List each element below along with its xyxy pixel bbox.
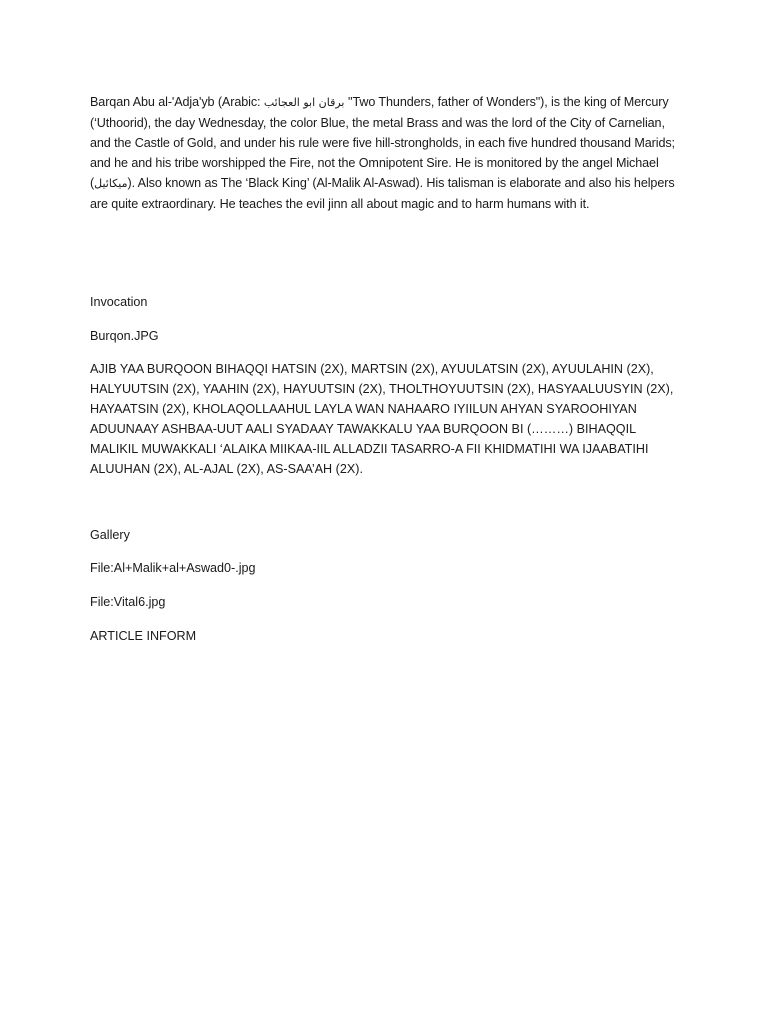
- gallery-file-2: File:Vital6.jpg: [90, 595, 166, 609]
- document-page: [90, 92, 680, 646]
- article-info-heading: ARTICLE INFORM: [90, 629, 197, 643]
- gallery-heading: Gallery: [90, 528, 130, 542]
- invocation-chant: AJIB YAA BURQOON BIHAQQI HATSIN (2X), MARTSIN (2X), AYUULATSIN (2X), AYUULAHIN (2X), HALYUUTSIN (2X), YAAHIN (2X), HAYUUTSIN (2X), THOLTHOYUUTSIN (2X), HASYAALUUSYIN (2X), HAYAATSIN (2X), KHOLAQOLLAAHUL LAYLA WAN NAHAARO IYIILUN AHYAN SYAROOHIYAN ADUUNAAY ASHBAA-UUT AALI SYADAAY TAWAKKALU YAA BURQOON BI (………) BIHAQQIL MALIKIL MUWAKKALI ‘ALAIKA MIIKAA-IIL ALLADZII TASARRO-A FII KHIDMATIHI WA IJAABATIHI ALUUHAN (2X), AL-AJAL (2X), AS-SAA’AH (2X).: [90, 362, 674, 476]
- intro-text-part1: Barqan Abu al-'Adja'yb (Arabic:: [90, 95, 264, 109]
- invocation-heading: Invocation: [90, 295, 148, 309]
- invocation-image-reference: Burqon.JPG: [90, 329, 159, 343]
- intro-paragraph: [90, 92, 680, 214]
- arabic-angel-name: ميكائيل: [94, 177, 128, 190]
- intro-text-part3: ). Also known as The ‘Black King’ (Al-Malik Al-Aswad). His talisman is elaborate and also his helpers are quite extraordinary. He teaches the evil jinn all about magic and to harm humans with it.: [90, 176, 675, 211]
- gallery-file-1: File:Al+Malik+al+Aswad0-.jpg: [90, 561, 256, 575]
- intro-text-part2: "Two Thunders, father of Wonders"), is the king of Mercury (‘Uthoorid), the day Wednesday, the color Blue, the metal Brass and was the lord of the City of Carnelian, and the Castle of Gold, and under his rule were five hill-strongholds, in each five hundred thousand Marids; and he and his tribe worshipped the Fire, not the Omnipotent Sire. He is monitored by the angel Michael (: [90, 95, 675, 190]
- arabic-name: برقان ابو العجائب: [263, 96, 345, 109]
